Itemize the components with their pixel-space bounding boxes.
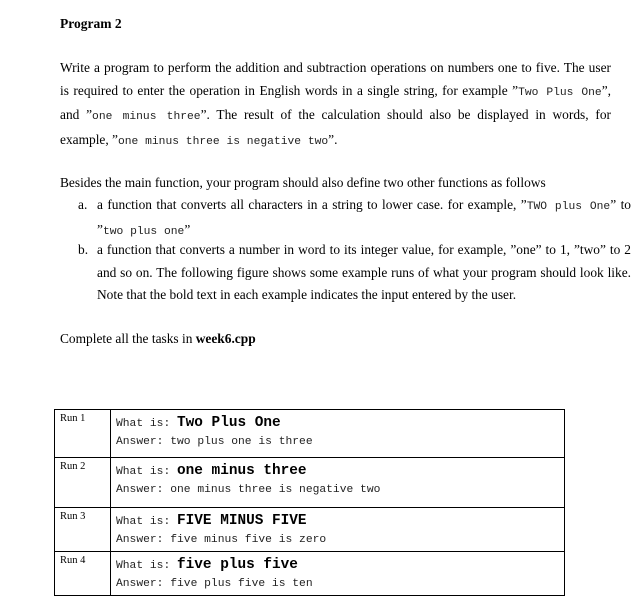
- tasks-prefix: Complete all the tasks in: [60, 331, 196, 346]
- functions-intro: Besides the main function, your program should also define two other functions as follows: [60, 175, 546, 190]
- list-label: a.: [78, 197, 88, 212]
- table-row: [55, 458, 565, 508]
- run-prompt: What is:: [116, 560, 178, 572]
- table-row: [55, 508, 565, 552]
- run-answer: Answer: five minus five is zero: [116, 534, 327, 546]
- intro-text: ”.: [328, 131, 338, 147]
- list-text-part: a function that converts all characters in a string to lower case. for example, ”: [97, 197, 527, 212]
- table-row: [55, 552, 565, 596]
- run-label: Run 3: [55, 508, 111, 552]
- tasks-line: [60, 331, 256, 347]
- run-output: [111, 410, 565, 458]
- run-prompt: What is:: [116, 466, 178, 478]
- list-text-part: ”: [184, 221, 191, 237]
- run-user-input: one minus three: [177, 463, 307, 479]
- run-prompt: What is:: [116, 418, 178, 430]
- list-text: [97, 194, 631, 243]
- run-label: Run 4: [55, 552, 111, 596]
- run-label: Run 2: [55, 458, 111, 508]
- run-answer: Answer: one minus three is negative two: [116, 484, 381, 496]
- list-text: a function that converts a number in word to its integer value, for example, ”one” to 1, ”two” to 2 and so on. The following figure shows some example runs of what your program should look like. Note that the bold text in each example indicates the input entered by the user.: [97, 242, 631, 303]
- run-prompt-line: [116, 555, 564, 576]
- list-example-code: TWO plus One: [526, 201, 611, 213]
- run-output: [111, 508, 565, 552]
- run-label: Run 1: [55, 410, 111, 458]
- example-runs-table: [54, 409, 565, 596]
- table-row: [55, 410, 565, 458]
- run-answer: Answer: two plus one is three: [116, 436, 313, 448]
- tasks-filename: week6.cpp: [195, 331, 256, 346]
- intro-paragraph: [60, 57, 611, 153]
- intro-example-code: one minus three is negative two: [118, 135, 329, 148]
- intro-text: ”, and ”: [60, 82, 611, 123]
- list-text-part: ” to ”: [97, 197, 631, 237]
- intro-text: ”. The result of the calculation should also be displayed in words, for example, ”: [60, 107, 611, 147]
- run-prompt-line: [116, 413, 564, 434]
- intro-text: Write a program to perform the addition and subtraction operations on numbers one to five. The user is required to enter the operation in English words in a single string, for example ”: [60, 60, 611, 98]
- run-user-input: FIVE MINUS FIVE: [177, 513, 307, 529]
- run-output: [111, 458, 565, 508]
- intro-example-code: Two Plus One: [518, 86, 602, 99]
- run-output: [111, 552, 565, 596]
- list-example-code: two plus one: [102, 225, 185, 238]
- run-user-input: Two Plus One: [177, 415, 281, 431]
- run-prompt-line: [116, 461, 564, 482]
- list-label: b.: [78, 242, 89, 257]
- run-answer: Answer: five plus five is ten: [116, 578, 313, 590]
- page-title: Program 2: [60, 16, 122, 31]
- run-prompt: What is:: [116, 516, 178, 528]
- intro-example-code: one minus three: [92, 111, 201, 124]
- run-prompt-line: [116, 511, 564, 532]
- run-user-input: five plus five: [177, 557, 298, 573]
